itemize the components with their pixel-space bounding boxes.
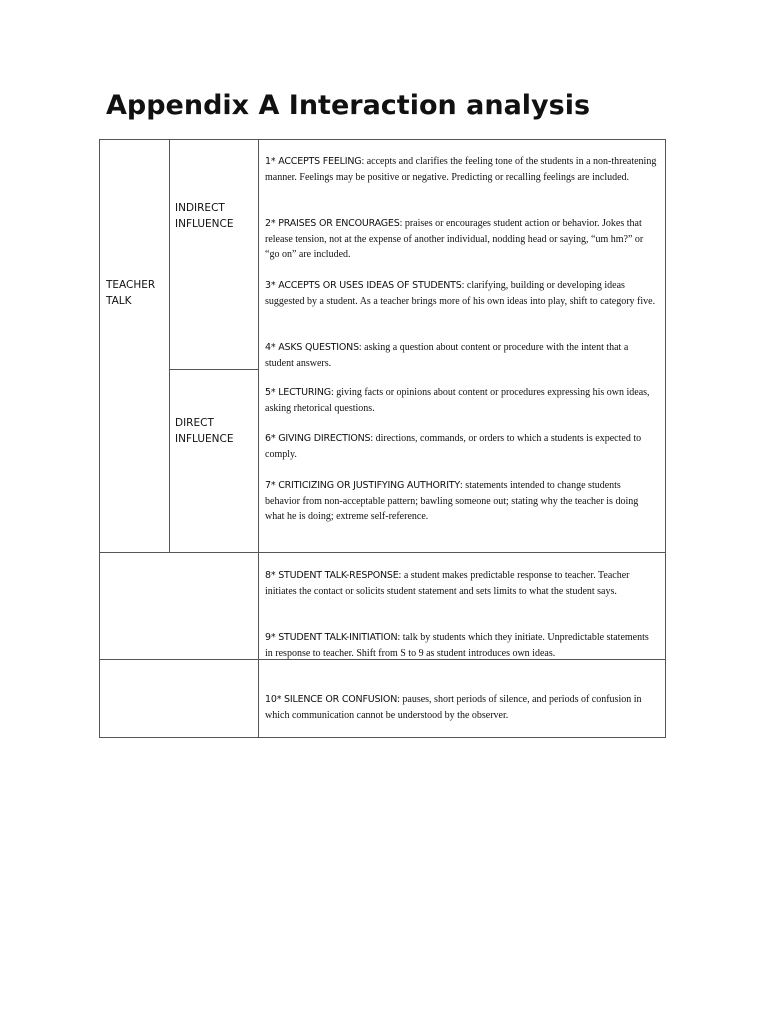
- category-6: [265, 431, 657, 462]
- category-description: : directions, commands, or orders to which a students is expected to comply.: [265, 433, 642, 460]
- table-divider: [169, 139, 170, 553]
- category-description: : clarifying, building or developing ideas suggested by a student. As a teacher brings more of his own ideas into play, shift to category five.: [265, 280, 656, 307]
- table-divider: [99, 552, 666, 553]
- category-name: 1* ACCEPTS FEELING: [265, 156, 362, 167]
- category-description: : pauses, short periods of silence, and periods of confusion in which communication cannot be understood by the observer.: [265, 694, 642, 721]
- category-description: : talk by students which they initiate. Unpredictable statements in response to teacher. Shift from S to 9 as student introduces own ideas.: [265, 632, 649, 659]
- table-divider: [169, 369, 258, 370]
- teacher-talk-label-line: TEACHER: [106, 279, 156, 291]
- category-description: : accepts and clarifies the feeling tone of the students in a non-threatening manner. Feelings may be positive or negative. Predicting or recalling feelings are included.: [265, 156, 657, 183]
- indirect-influence-label-line: INDIRECT: [175, 202, 225, 214]
- category-4: [265, 340, 657, 371]
- category-9: [265, 630, 657, 661]
- teacher-talk-label-line: TALK: [106, 295, 132, 307]
- category-10: [265, 692, 657, 723]
- category-description: : statements intended to change students behavior from non-acceptable pattern; bawling someone out; stating why the teacher is doing what he is doing; extreme self-reference.: [265, 480, 639, 522]
- category-name: 10* SILENCE OR CONFUSION: [265, 694, 398, 705]
- indirect-influence-label-line: INFLUENCE: [175, 218, 234, 230]
- direct-influence-label-line: DIRECT: [175, 417, 214, 429]
- direct-influence-label: [175, 415, 233, 447]
- category-2: [265, 216, 657, 263]
- direct-influence-label-line: INFLUENCE: [175, 433, 234, 445]
- table-divider: [258, 139, 259, 738]
- category-name: 8* STUDENT TALK-RESPONSE: [265, 570, 399, 581]
- category-name: 2* PRAISES OR ENCOURAGES: [265, 218, 400, 229]
- category-name: 3* ACCEPTS OR USES IDEAS OF STUDENTS: [265, 280, 462, 291]
- category-description: : praises or encourages student action or behavior. Jokes that release tension, not at the expense of another individual, nodding head or saying, “um hm?” or “go on” are included.: [265, 218, 644, 260]
- category-name: 4* ASKS QUESTIONS: [265, 342, 359, 353]
- teacher-talk-label: [106, 277, 155, 309]
- category-description: : asking a question about content or procedure with the intent that a student answers.: [265, 342, 629, 369]
- category-8: [265, 568, 657, 599]
- indirect-influence-label: [175, 200, 233, 232]
- category-1: [265, 154, 657, 185]
- category-3: [265, 278, 657, 309]
- category-7: [265, 478, 657, 525]
- category-description: : a student makes predictable response to teacher. Teacher initiates the contact or solicits student statement and sets limits to what the student says.: [265, 570, 630, 597]
- category-description: : giving facts or opinions about content or procedures expressing his own ideas, asking rhetorical questions.: [265, 387, 650, 414]
- category-name: 9* STUDENT TALK-INITIATION: [265, 632, 398, 643]
- category-name: 7* CRITICIZING OR JUSTIFYING AUTHORITY: [265, 480, 461, 491]
- page-title: Appendix A Interaction analysis: [106, 90, 591, 121]
- category-name: 5* LECTURING: [265, 387, 331, 398]
- category-name: 6* GIVING DIRECTIONS: [265, 433, 371, 444]
- category-5: [265, 385, 657, 416]
